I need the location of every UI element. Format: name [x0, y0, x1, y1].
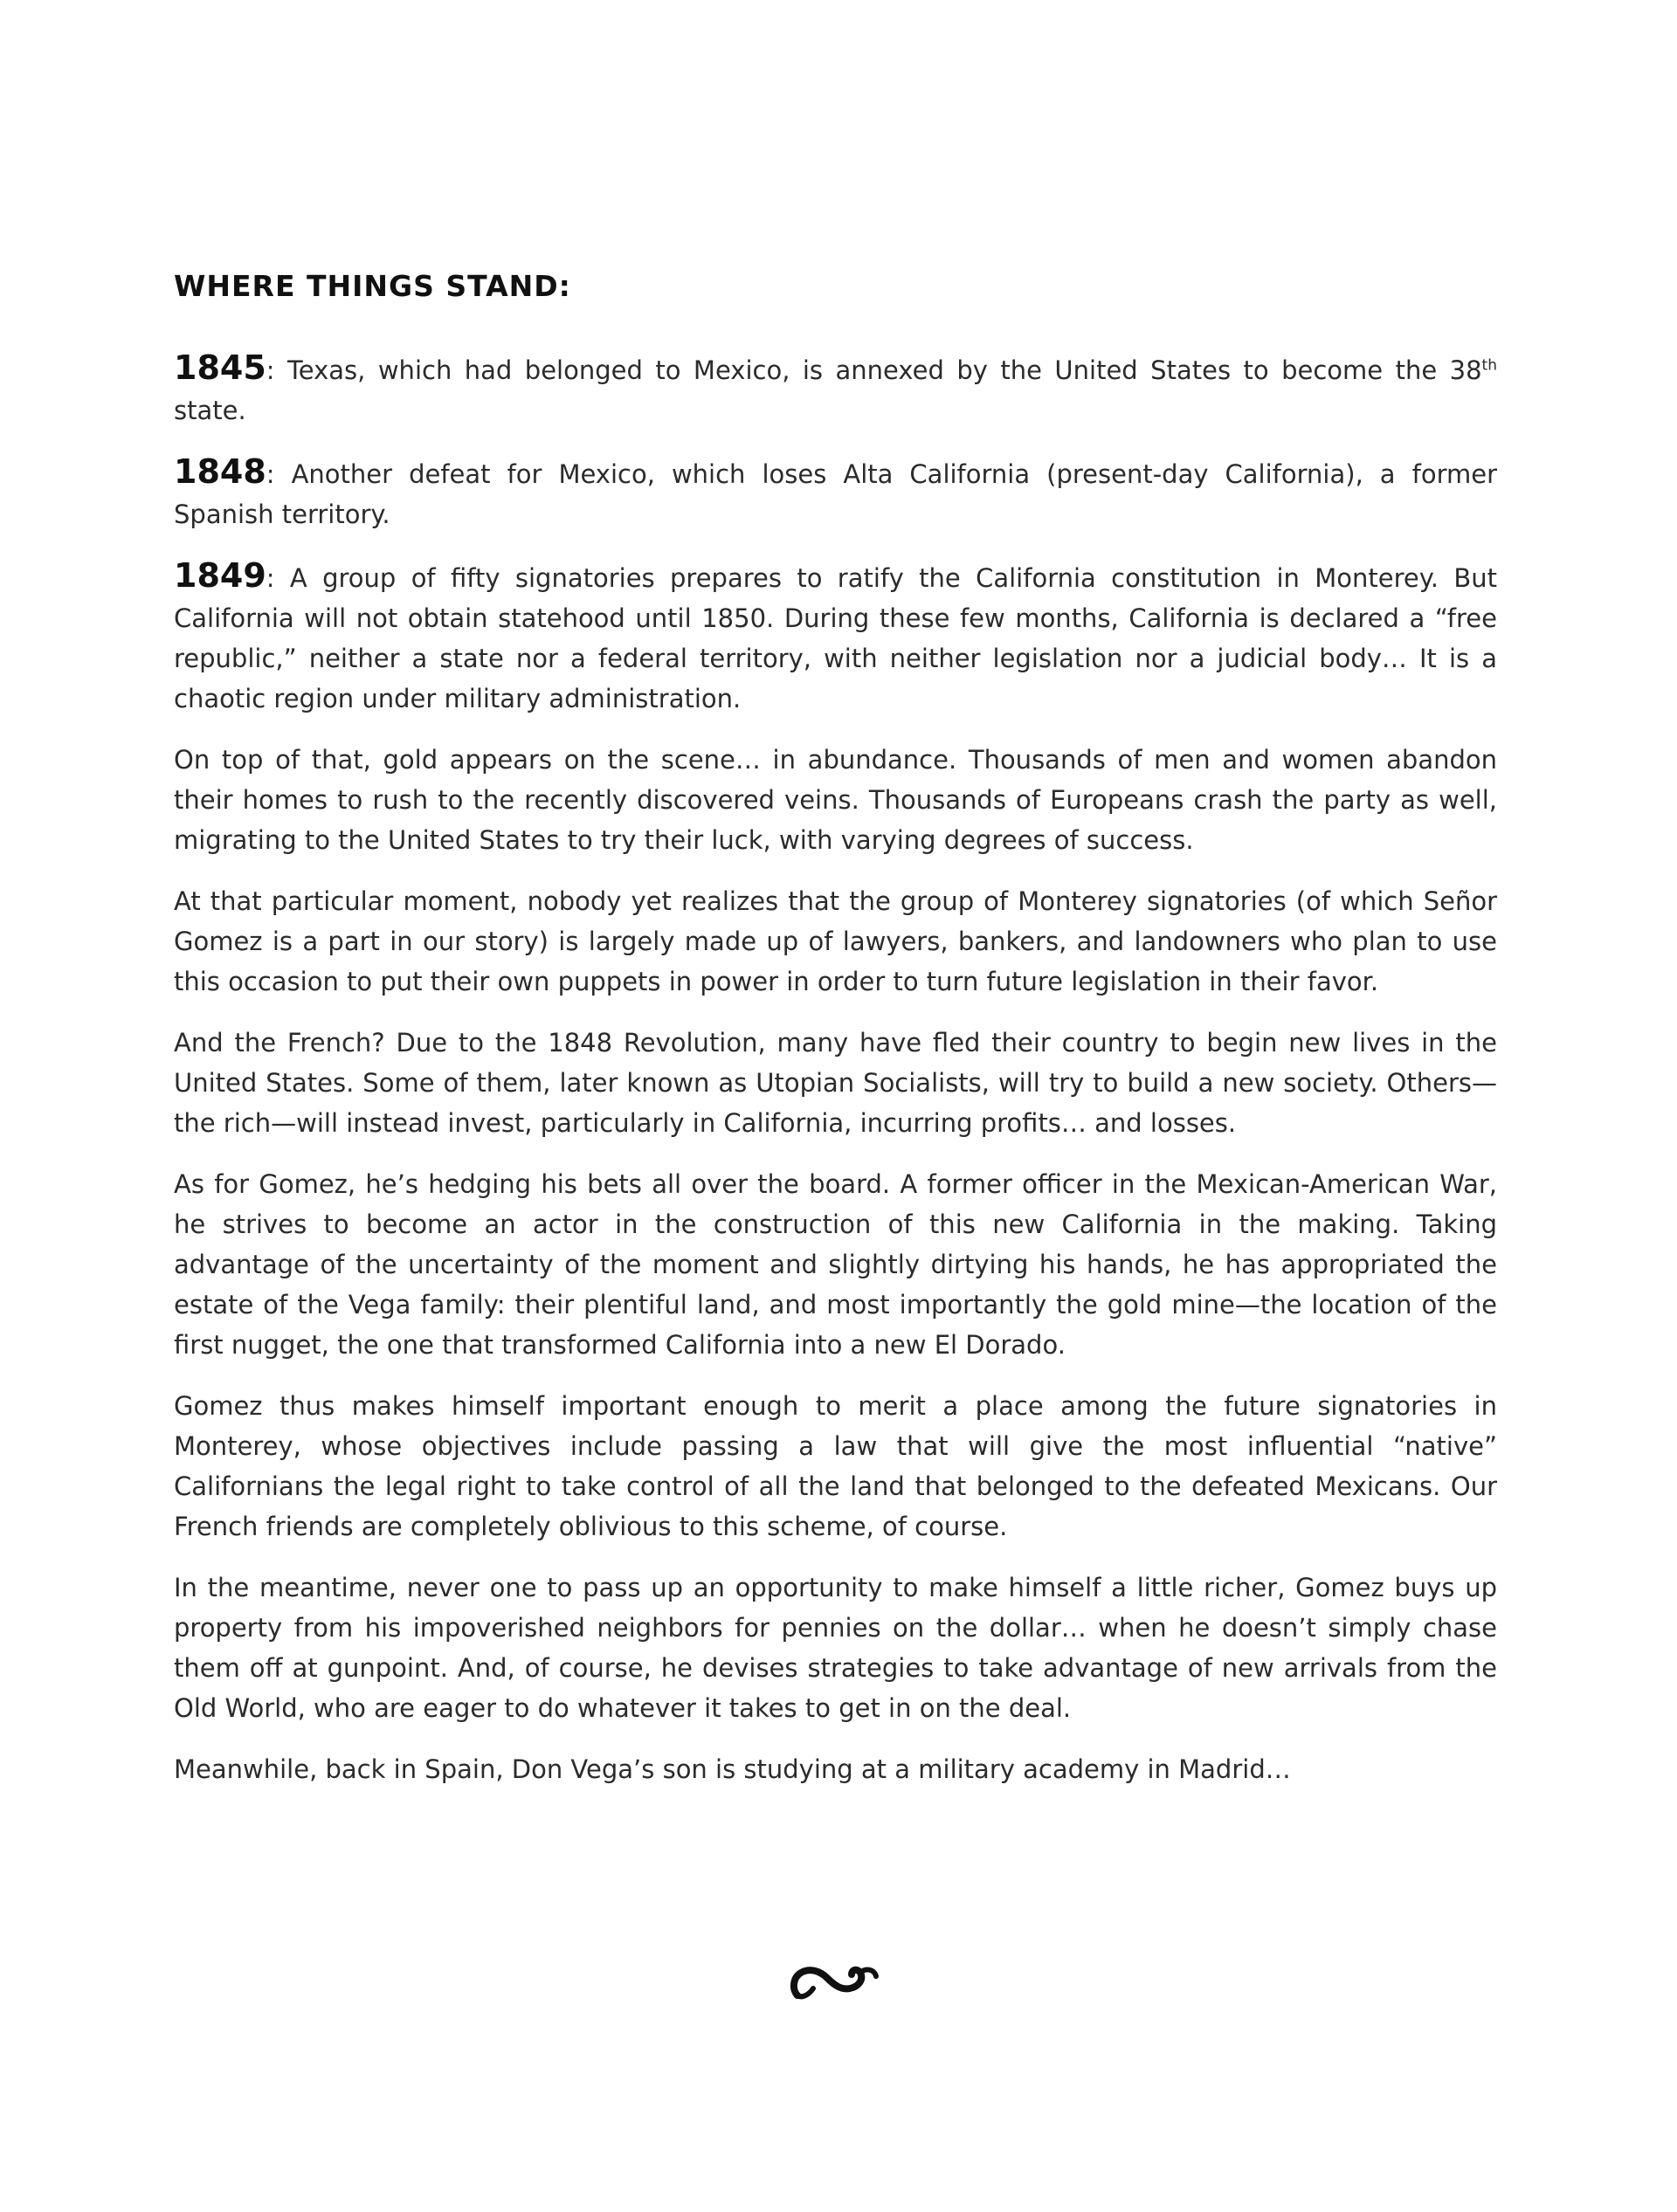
- year-label: 1849: [174, 556, 266, 595]
- entry-text-end: state.: [174, 396, 246, 425]
- year-label: 1845: [174, 348, 266, 387]
- body-paragraph-spain: Meanwhile, back in Spain, Don Vega’s son is studying at a military academy in Madrid…: [174, 1754, 1291, 1784]
- page-content: [174, 269, 1497, 1810]
- timeline-entry-1845: [174, 348, 1497, 431]
- ordinal-suffix: th: [1481, 356, 1497, 375]
- entry-text: : A group of fifty signatories prepares to ratify the California constitution in Monterey. But California will not obtain statehood until 1850. During these few months, California is declared a “free republic,” neither a state nor a federal territory, with neither legislation nor a judicial body… It is a chaotic region under military administration.: [174, 563, 1497, 713]
- body-paragraph-meantime: In the meantime, never one to pass up an opportunity to make himself a little richer, Gomez buys up property from his impoverished neighbors for pennies on the dollar… when he doesn’t simply chase them off at gunpoint. And, of course, he devises strategies to take advantage of new arrivals from the Old World, who are eager to do whatever it takes to get in on the deal.: [174, 1573, 1497, 1723]
- timeline-entry-1848: [174, 451, 1497, 534]
- body-paragraph-gomez: As for Gomez, he’s hedging his bets all over the board. A former officer in the Mexican-American War, he strives to become an actor in the construction of this new California in the making. Taking advantage of the uncertainty of the moment and slightly dirtying his hands, he has appropriated the estate of the Vega family: their plentiful land, and most importantly the gold mine—the location of the first nugget, the one that transformed California into a new El Dorado.: [174, 1169, 1497, 1360]
- body-paragraph-monterey: Gomez thus makes himself important enough to merit a place among the future signatories in Monterey, whose objectives include passing a law that will give the most influential “native” Californians the legal right to take control of all the land that belonged to the defeated Mexicans. Our French friends are completely oblivious to this scheme, of course.: [174, 1391, 1497, 1541]
- year-label: 1848: [174, 452, 266, 491]
- body-paragraph-gold: On top of that, gold appears on the scene… in abundance. Thousands of men and women abandon their homes to rush to the recently discovered veins. Thousands of Europeans crash the party as well, migrating to the United States to try their luck, with varying degrees of success.: [174, 745, 1497, 855]
- tilde-swash-icon: [790, 1960, 881, 2001]
- entry-text: : Texas, which had belonged to Mexico, is annexed by the United States to become the 38: [266, 355, 1482, 385]
- body-paragraph-french: And the French? Due to the 1848 Revolution, many have fled their country to begin new lives in the United States. Some of them, later known as Utopian Socialists, will try to build a new society. Others—the rich—will instead invest, particularly in California, incurring profits… and losses.: [174, 1028, 1497, 1138]
- entry-text: : Another defeat for Mexico, which loses Alta California (present-day California), a former Spanish territory.: [174, 459, 1497, 529]
- timeline-entry-1849: [174, 555, 1497, 719]
- section-heading: WHERE THINGS STAND:: [174, 269, 571, 303]
- body-paragraph-signatories: At that particular moment, nobody yet realizes that the group of Monterey signatories (of which Señor Gomez is a part in our story) is largely made up of lawyers, bankers, and landowners who plan to use this occasion to put their own puppets in power in order to turn future legislation in their favor.: [174, 886, 1497, 996]
